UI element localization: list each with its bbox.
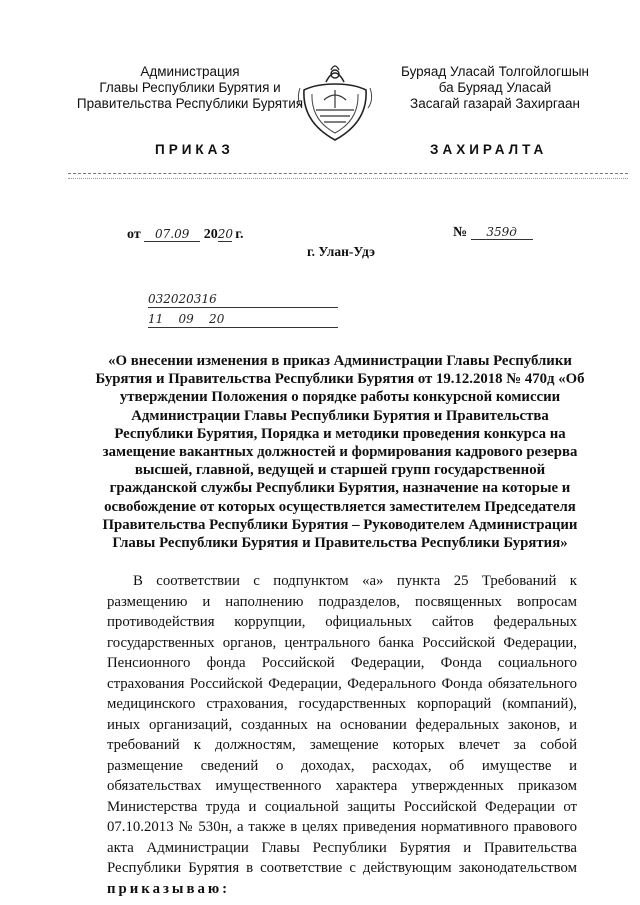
order-word-buryat: ЗАХИРАЛТА [430, 142, 548, 157]
number-prefix: № [453, 225, 468, 240]
header-left-line-3: Правительства Республики Бурятия [76, 96, 304, 111]
coat-of-arms-emblem [296, 60, 374, 144]
document-title: «О внесении изменения в приказ Администрации Главы Республики Бурятия и Правительства Республики Бурятия от 19.12.2018 № 470д «Об утверждении Положения о порядке работы конкурсной комиссии Администрации Главы Республики Бурятия и Правительства Республики Бурятия, Порядка и методики проведения конкурса на замещение вакантных должностей и формирования кадрового резерва высшей, главной, ведущей и старшей групп государственной гражданской службы Республики Бурятия, назначение на которые и освобождение от которых осуществляется заместителем Председателя Правительства Республики Бурятия – Руководителем Администрации Главы Республики Бурятия и Правительства Республики Бурятия» [95, 353, 585, 552]
header-left-org [70, 64, 310, 112]
city-name: г. Улан-Удэ [307, 244, 375, 259]
number-value: 359д [471, 225, 533, 240]
header-right-line-2: ба Буряад Уласай [438, 80, 552, 95]
date-day-month: 07.09 [144, 227, 200, 242]
header-right-line-3: Засагай газарай Захиргаан [410, 96, 580, 111]
date-prefix: от [127, 227, 141, 242]
registration-stamp [148, 292, 338, 328]
date-year-suffix: 20 [217, 227, 233, 241]
registration-date: 11 09 20 [148, 312, 338, 328]
header-left-line-1: Администрация [140, 64, 240, 79]
order-word-russian: ПРИКАЗ [155, 142, 234, 157]
header-right-org [380, 64, 610, 112]
body-paragraph: В соответствии с подпунктом «а» пункта 25 Требований к размещению и наполнению подразделов, посвященных вопросам противодействия коррупции, официальных сайтов федеральных государственных органов, центрального банка Российской Федерации, Пенсионного фонда Российской Федерации, Фонда социального страхования Российской Федерации, Федерального Фонда обязательного медицинского страхования, государственных корпораций (компаний), иных организаций, созданных на основании федеральных законов, и требований к должностям, замещение которых влечет за собой размещение сведений о доходах, расходах, об имуществе и обязательствах имущественного характера утвержденных приказом Министерства труда и социальной защиты Российской Федерации от 07.10.2013 № 530н, а также в целях приведения нормативного правового акта Администрации Главы Республики Бурятия и Правительства Республики Бурятия в соответствие с действующим законодательством [107, 573, 577, 876]
date-year-prefix: 20 [203, 227, 218, 242]
date-suffix: г. [235, 227, 244, 242]
document-number [453, 225, 533, 241]
header-divider-secondary [68, 178, 628, 179]
header-left-line-2: Главы Республики Бурятия и [99, 80, 281, 95]
document-body [107, 571, 577, 899]
command-word: приказываю: [107, 880, 231, 897]
header-divider [68, 173, 628, 174]
registration-code: 032020316 [148, 292, 338, 308]
header-right-line-1: Буряад Уласай Толгойлогшын [401, 64, 589, 79]
document-date [127, 227, 243, 243]
